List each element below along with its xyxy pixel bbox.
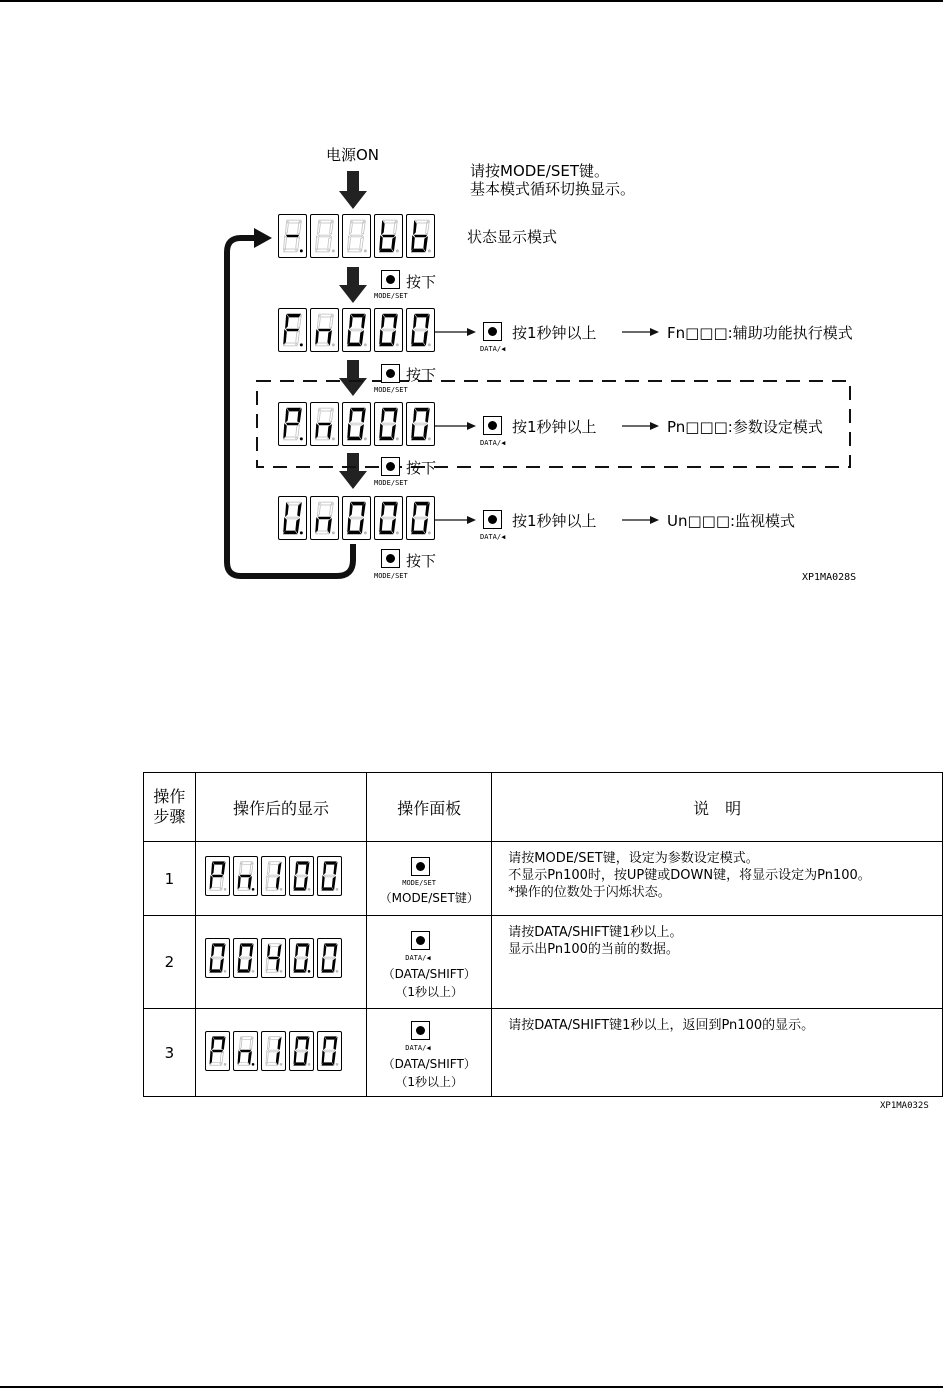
panel-text: （1秒以上） bbox=[395, 985, 464, 999]
seven-segment-digit bbox=[317, 1031, 342, 1071]
panel-cell bbox=[367, 916, 492, 1009]
press-1s-label: 按1秒钟以上 bbox=[512, 324, 597, 342]
panel-key-caption: DATA/◀ bbox=[405, 954, 431, 962]
step-number: 2 bbox=[144, 916, 196, 1009]
arrow-down-4 bbox=[339, 453, 367, 489]
seven-segment-digit bbox=[233, 938, 258, 978]
power-on-label: 电源ON bbox=[326, 146, 380, 164]
arrow-down-1 bbox=[339, 171, 367, 209]
data-shift-button[interactable] bbox=[483, 322, 502, 341]
seven-segment-digit bbox=[317, 938, 342, 978]
panel-cell bbox=[367, 1009, 492, 1097]
seven-segment-digit bbox=[310, 496, 339, 540]
seven-segment-digit bbox=[317, 856, 342, 896]
press-label: 按下 bbox=[406, 273, 437, 291]
seven-segment-digit bbox=[261, 938, 286, 978]
data-shift-button[interactable] bbox=[411, 1021, 430, 1040]
press-label: 按下 bbox=[406, 459, 437, 477]
panel-text: （MODE/SET键） bbox=[379, 891, 479, 905]
seven-segment-digit bbox=[205, 1031, 230, 1071]
header-panel: 操作面板 bbox=[367, 773, 492, 842]
press-label: 按下 bbox=[406, 552, 437, 570]
data-caption: DATA/◀ bbox=[480, 345, 506, 353]
description-cell bbox=[492, 916, 943, 1009]
data-shift-button[interactable] bbox=[483, 510, 502, 529]
pn-result-label: Pn□□□:参数设定模式 bbox=[667, 418, 823, 436]
seven-segment-digit bbox=[233, 856, 258, 896]
seven-segment-digit bbox=[233, 1031, 258, 1071]
mode-set-caption: MODE/SET bbox=[374, 479, 408, 487]
seven-segment-digit bbox=[342, 496, 371, 540]
flow-diagram-lines bbox=[0, 0, 943, 620]
mode-set-button[interactable] bbox=[381, 364, 400, 383]
instruction-line-2: 基本模式循环切换显示。 bbox=[470, 180, 636, 198]
mode-set-button[interactable] bbox=[411, 857, 430, 876]
data-caption: DATA/◀ bbox=[480, 439, 506, 447]
seven-segment-digit bbox=[278, 402, 307, 446]
description-cell bbox=[492, 1009, 943, 1097]
seven-segment-digit bbox=[406, 214, 435, 258]
header-display: 操作后的显示 bbox=[195, 773, 367, 842]
description-cell bbox=[492, 842, 943, 916]
seven-segment-digit bbox=[289, 938, 314, 978]
desc-line: 请按DATA/SHIFT键1秒以上，返回到Pn100的显示。 bbox=[508, 1018, 815, 1033]
seven-segment-digit bbox=[406, 308, 435, 352]
bottom-rule bbox=[0, 1386, 943, 1388]
data-shift-button[interactable] bbox=[411, 931, 430, 950]
un-result-label: Un□□□:监视模式 bbox=[667, 512, 796, 530]
table-row bbox=[144, 1009, 943, 1097]
table-code: XP1MA032S bbox=[880, 1101, 929, 1111]
status-mode-label: 状态显示模式 bbox=[467, 228, 558, 246]
mode-set-caption: MODE/SET bbox=[374, 572, 408, 580]
seven-segment-digit bbox=[342, 308, 371, 352]
panel-key-caption: DATA/◀ bbox=[405, 1044, 431, 1052]
data-shift-button[interactable] bbox=[483, 416, 502, 435]
mode-set-caption: MODE/SET bbox=[374, 292, 408, 300]
desc-line: 请按MODE/SET键，设定为参数设定模式。 bbox=[508, 851, 759, 866]
seven-segment-digit bbox=[406, 402, 435, 446]
step-number: 3 bbox=[144, 1009, 196, 1097]
seven-segment-digit bbox=[342, 402, 371, 446]
seven-segment-digit bbox=[278, 214, 307, 258]
seven-segment-digit bbox=[289, 1031, 314, 1071]
seven-segment-digit bbox=[310, 402, 339, 446]
data-caption: DATA/◀ bbox=[480, 533, 506, 541]
seven-segment-digit bbox=[374, 308, 403, 352]
mode-set-button[interactable] bbox=[381, 549, 400, 568]
seven-segment-digit bbox=[205, 856, 230, 896]
mode-set-button[interactable] bbox=[381, 270, 400, 289]
arrow-down-3 bbox=[339, 360, 367, 396]
seven-segment-digit bbox=[261, 1031, 286, 1071]
seven-segment-digit bbox=[205, 938, 230, 978]
press-1s-label: 按1秒钟以上 bbox=[512, 512, 597, 530]
step-number: 1 bbox=[144, 842, 196, 916]
mode-set-button[interactable] bbox=[381, 457, 400, 476]
status-display bbox=[278, 214, 435, 258]
display-cell bbox=[195, 1009, 367, 1097]
table-header-row bbox=[144, 773, 943, 842]
seven-segment-digit bbox=[342, 214, 371, 258]
header-step: 操作 步骤 bbox=[144, 773, 196, 842]
seven-segment-digit bbox=[278, 308, 307, 352]
fn-display bbox=[278, 308, 435, 352]
desc-line: *操作的位数处于闪烁状态。 bbox=[508, 885, 671, 900]
fn-result-label: Fn□□□:辅助功能执行模式 bbox=[667, 324, 853, 342]
mode-set-caption: MODE/SET bbox=[374, 386, 408, 394]
panel-text: （1秒以上） bbox=[395, 1075, 464, 1089]
seven-segment-digit bbox=[261, 856, 286, 896]
seven-segment-digit bbox=[289, 856, 314, 896]
press-1s-label: 按1秒钟以上 bbox=[512, 418, 597, 436]
instruction-line-1: 请按MODE/SET键。 bbox=[470, 162, 609, 180]
panel-text: （DATA/SHIFT） bbox=[382, 967, 476, 981]
seven-segment-digit bbox=[374, 496, 403, 540]
desc-line: 显示出Pn100的当前的数据。 bbox=[508, 942, 679, 957]
table-row bbox=[144, 916, 943, 1009]
seven-segment-digit bbox=[374, 402, 403, 446]
un-display bbox=[278, 496, 435, 540]
panel-cell bbox=[367, 842, 492, 916]
table-row bbox=[144, 842, 943, 916]
seven-segment-digit bbox=[310, 308, 339, 352]
press-label: 按下 bbox=[406, 366, 437, 384]
display-cell bbox=[195, 842, 367, 916]
seven-segment-digit bbox=[310, 214, 339, 258]
arrow-down-2 bbox=[339, 267, 367, 303]
seven-segment-digit bbox=[406, 496, 435, 540]
pn-display bbox=[278, 402, 435, 446]
header-desc: 说 明 bbox=[492, 773, 943, 842]
figure-code: XP1MA028S bbox=[802, 572, 857, 583]
panel-key-caption: MODE/SET bbox=[402, 879, 436, 887]
seven-segment-digit bbox=[278, 496, 307, 540]
seven-segment-digit bbox=[374, 214, 403, 258]
desc-line: 请按DATA/SHIFT键1秒以上。 bbox=[508, 925, 683, 940]
operation-table bbox=[143, 772, 943, 1097]
panel-text: （DATA/SHIFT） bbox=[382, 1057, 476, 1071]
desc-line: 不显示Pn100时，按UP键或DOWN键，将显示设定为Pn100。 bbox=[508, 868, 871, 883]
display-cell bbox=[195, 916, 367, 1009]
